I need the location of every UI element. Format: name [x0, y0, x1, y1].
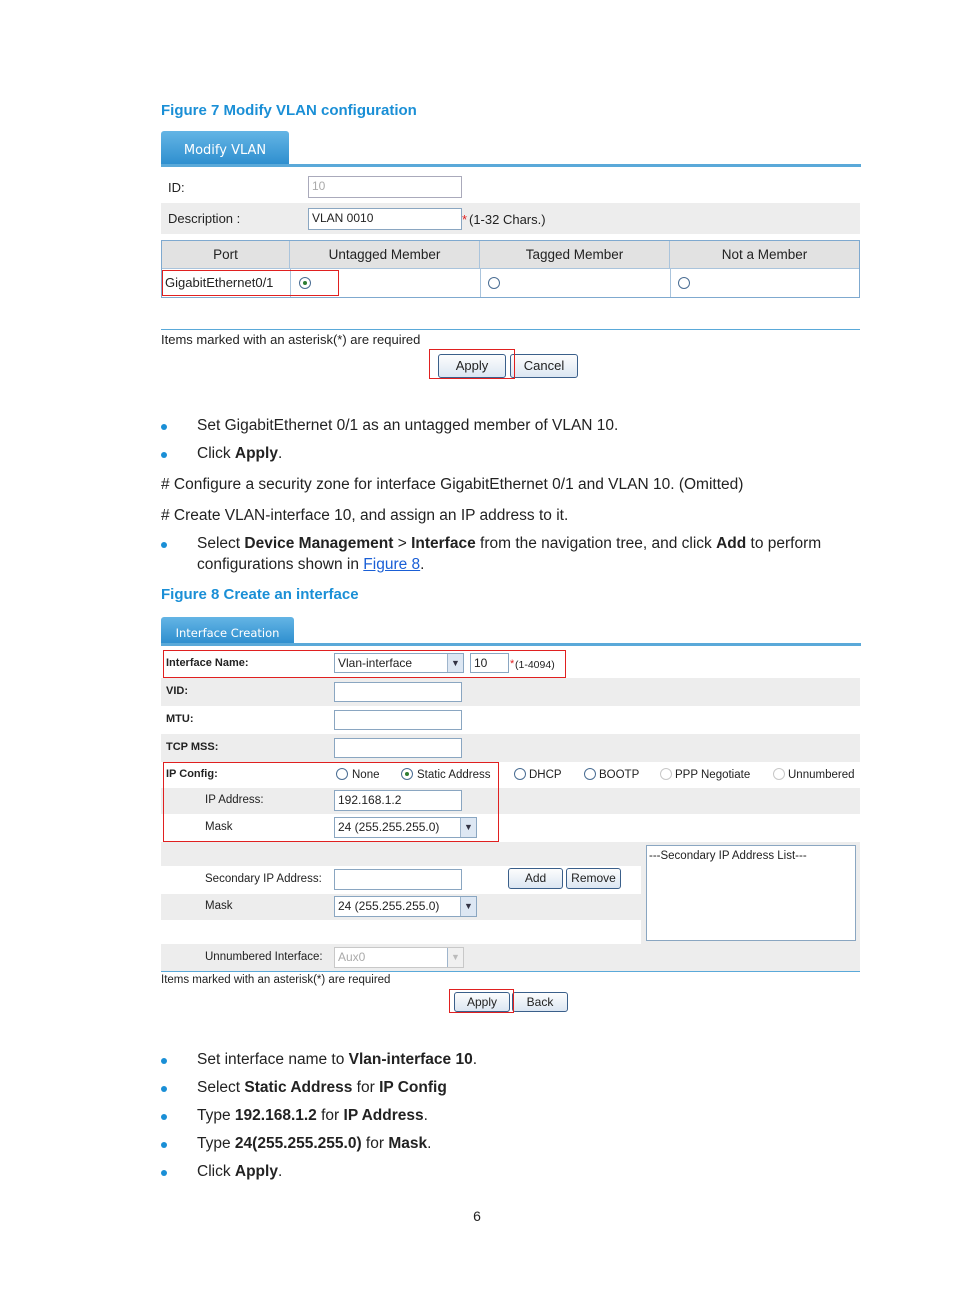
interface-name-value: Vlan-interface	[338, 656, 413, 670]
cancel-button[interactable]: Cancel	[510, 354, 578, 378]
column-header-not-member: Not a Member	[721, 247, 808, 262]
option-none-label: None	[352, 769, 380, 781]
secondary-ip-list-header: ---Secondary IP Address List---	[649, 850, 807, 862]
interface-number-range: (1-4094)	[515, 659, 555, 671]
bullet-icon	[161, 1086, 167, 1092]
tab-interface-creation[interactable]: Interface Creation	[161, 617, 294, 643]
step-text: Select Static Address for IP Config	[197, 1079, 447, 1096]
option-dhcp-label: DHCP	[529, 769, 562, 781]
step-text: Click Apply.	[197, 1163, 283, 1180]
option-static-label: Static Address	[417, 769, 491, 781]
paragraph: # Create VLAN-interface 10, and assign an IP address to it.	[161, 507, 569, 524]
bullet-icon	[161, 1142, 167, 1148]
not-member-radio[interactable]	[678, 277, 690, 289]
bullet-icon	[161, 1170, 167, 1176]
ip-config-dhcp-radio[interactable]	[514, 768, 526, 780]
description-row	[161, 203, 860, 234]
mask-label: Mask	[205, 821, 233, 833]
option-bootp-label: BOOTP	[599, 769, 640, 781]
vid-label: VID:	[166, 685, 188, 697]
step-text: Click Apply.	[197, 445, 283, 462]
mtu-row	[161, 706, 860, 734]
back-button[interactable]: Back	[512, 992, 568, 1012]
required-note: Items marked with an asterisk(*) are required	[161, 974, 391, 986]
ip-address-label: IP Address:	[205, 794, 264, 806]
highlight-box	[163, 762, 499, 842]
secondary-mask-value: 24 (255.255.255.0)	[338, 899, 440, 913]
unnumbered-label: Unnumbered Interface:	[205, 951, 323, 963]
id-row	[161, 173, 860, 202]
column-header-tagged: Tagged Member	[480, 241, 670, 268]
option-ppp-label: PPP Negotiate	[675, 769, 751, 781]
secondary-mask-label: Mask	[205, 900, 233, 912]
bullet-icon	[161, 1058, 167, 1064]
bullet-icon	[161, 542, 167, 548]
figure8-link[interactable]: Figure 8	[363, 556, 421, 573]
ip-config-ppp-radio[interactable]	[660, 768, 672, 780]
mask-value: 24 (255.255.255.0)	[338, 820, 440, 834]
required-asterisk: *	[510, 658, 515, 670]
interface-name-label: Interface Name:	[166, 657, 249, 669]
ip-config-unnumbered-radio[interactable]	[773, 768, 785, 780]
bullet-icon	[161, 424, 167, 430]
secondary-ip-label: Secondary IP Address:	[205, 873, 322, 885]
description-label: Description :	[168, 211, 241, 226]
secondary-mask-row	[161, 894, 641, 920]
tab-modify-vlan[interactable]: Modify VLAN	[161, 131, 289, 164]
divider	[161, 329, 860, 330]
remove-button[interactable]: Remove	[566, 868, 621, 889]
ip-config-bootp-radio[interactable]	[584, 768, 596, 780]
required-note: Items marked with an asterisk(*) are required	[161, 332, 421, 347]
tcp-mss-row	[161, 734, 860, 762]
add-button[interactable]: Add	[508, 868, 563, 889]
page-number: 6	[473, 1208, 481, 1224]
chevron-down-icon: ▼	[460, 818, 476, 837]
unnumbered-row	[161, 944, 860, 971]
bullet-icon	[161, 1114, 167, 1120]
id-input[interactable]: 10	[308, 176, 462, 198]
apply-button[interactable]: Apply	[438, 354, 506, 378]
secondary-list-panel	[641, 842, 860, 944]
tab-underline	[161, 643, 861, 646]
unnumbered-value: Aux0	[338, 950, 366, 964]
figure7-caption: Figure 7 Modify VLAN configuration	[161, 102, 417, 119]
step-text: configurations shown in Figure 8.	[197, 556, 425, 573]
chevron-down-icon: ▼	[447, 654, 463, 672]
step-text: Set interface name to Vlan-interface 10.	[197, 1051, 478, 1068]
secondary-mask-select[interactable]	[334, 896, 477, 917]
ip-config-label: IP Config:	[166, 768, 218, 780]
interface-number-input[interactable]: 10	[470, 653, 509, 673]
required-asterisk: *	[462, 212, 468, 227]
step-text: Select Device Management > Interface from the navigation tree, and click Add to perform	[197, 535, 822, 552]
table-header	[162, 241, 859, 269]
paragraph: # Configure a security zone for interface GigabitEthernet 0/1 and VLAN 10. (Omitted)	[161, 476, 744, 493]
tagged-radio[interactable]	[488, 277, 500, 289]
secondary-ip-row	[161, 866, 641, 894]
id-label: ID:	[168, 180, 185, 195]
step-text: Type 192.168.1.2 for IP Address.	[197, 1107, 428, 1124]
tab-underline	[161, 164, 861, 167]
divider	[161, 971, 860, 972]
column-header-untagged: Untagged Member	[290, 241, 480, 268]
interface-creation-tabbar	[161, 617, 861, 649]
step-text: Set GigabitEthernet 0/1 as an untagged member of VLAN 10.	[197, 417, 619, 434]
highlight-box	[449, 989, 514, 1013]
port-name: GigabitEthernet0/1	[165, 275, 274, 290]
chevron-down-icon: ▼	[460, 897, 476, 916]
highlight-box	[162, 270, 339, 296]
step-text: Type 24(255.255.255.0) for Mask.	[197, 1135, 432, 1152]
column-header-port: Port	[162, 241, 290, 268]
vid-input[interactable]	[334, 682, 462, 702]
tcp-mss-input[interactable]	[334, 738, 462, 758]
ip-address-input[interactable]: 192.168.1.2	[334, 790, 462, 811]
option-unnumbered-label: Unnumbered	[788, 769, 855, 781]
bullet-icon	[161, 452, 167, 458]
mtu-input[interactable]	[334, 710, 462, 730]
description-input[interactable]: VLAN 0010	[308, 208, 462, 230]
highlight-box	[163, 650, 566, 678]
description-hint: (1-32 Chars.)	[469, 212, 546, 227]
mtu-label: MTU:	[166, 713, 194, 725]
unnumbered-select[interactable]	[334, 947, 464, 968]
secondary-ip-input[interactable]	[334, 869, 462, 890]
secondary-spacer	[161, 842, 641, 866]
modify-vlan-tabbar	[161, 131, 861, 169]
chevron-down-icon: ▼	[447, 948, 463, 967]
tcp-mss-label: TCP MSS:	[166, 741, 219, 753]
secondary-ip-list[interactable]	[646, 845, 856, 941]
apply-button[interactable]: Apply	[454, 992, 510, 1012]
highlight-box	[429, 349, 515, 379]
vid-row	[161, 678, 860, 706]
figure8-caption: Figure 8 Create an interface	[161, 586, 359, 603]
